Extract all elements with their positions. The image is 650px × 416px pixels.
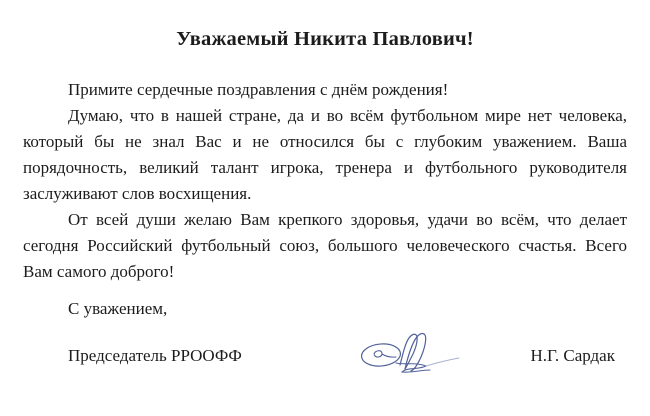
letter-title: Уважаемый Никита Павлович! [176, 28, 474, 50]
paragraph-wishes: От всей души желаю Вам крепкого здоровья, удачи во всём, что делает сегодня Российский футбольный союз, большого человеческого счастья. Всего Вам самого доброго! [23, 210, 627, 281]
position-title: Председатель РРООФФ [68, 346, 242, 365]
closing-line: С уважением, [68, 299, 168, 318]
letter-body [23, 77, 627, 369]
paragraph-greeting: Примите сердечные поздравления с днём рождения! [68, 80, 449, 99]
paragraph-main: Думаю, что в нашей стране, да и во всём футбольном мире нет человека, который бы не знал Вас и не относился бы с глубоким уважением. Ваша порядочность, великий талант игрока, тренера и футбольного руководителя заслуживают слов восхищения. [23, 106, 627, 203]
signatory-name: Н.Г. Сардак [530, 346, 615, 365]
signature-row [23, 343, 627, 369]
handwritten-signature-icon [355, 328, 467, 378]
